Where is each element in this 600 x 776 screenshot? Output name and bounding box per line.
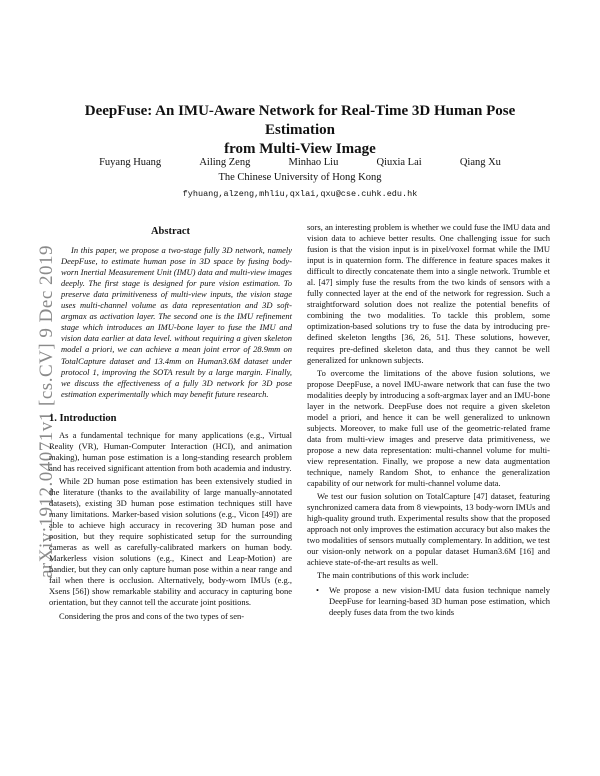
paper-title — [60, 102, 540, 159]
author: Minhao Liu — [288, 157, 339, 168]
title-line-2: from Multi-View Image — [224, 141, 376, 157]
paragraph: The main contributions of this work include: — [317, 570, 470, 581]
abstract-text: In this paper, we propose a two-stage fully 3D network, namely DeepFuse, to estimate human pose in 3D space by fusing body-worn Inertial Measurement Unit (IMU) data and multi-view images deeply. The first stage is designed for pure vision estimation. To preserve data primitiveness of multi-view inputs, the vision stage uses multi-channel volume as data representation and 3D soft-argmax as activation layer. The second one is the IMU refinement stage which introduces an IMU-bone layer to fuse the IMU and vision data earlier at data level. without requiring a given skeleton model a priori, we can achieve a mean joint error of 28.9mm on TotalCapture dataset and 13.4mm on Human3.6M dataset under protocol 1, improving the SOTA result by a large margin. Finally, we discuss the effectiveness of a fully 3D network for 3D pose estimation experimentally which may benefit future research. — [61, 245, 292, 399]
arxiv-id: arXiv:1912.04071v1 [cs.CV] 9 Dec 2019 — [36, 244, 57, 578]
paragraph: To overcome the limitations of the above fusion solutions, we propose DeepFuse, a novel IMU-aware network that can fuse the two modalities deeply by introducing a soft-argmax layer and an IMU-bone layer in the network. DeepFuse does not require a given skeleton model a priori, and hence it can be well generalized to unknown subjects. Moreover, to make full use of the geometric-related frame data from multi-view images and preserve data primitiveness, we propose a new data representation: multi-channel volume for multi-view representation. Finally, we propose a new data augmentation technique, namely Random Shot, to enhance the generalization capability of our network for multi-channel volume data. — [307, 367, 550, 489]
author: Qiuxia Lai — [376, 157, 422, 168]
paragraph: We test our fusion solution on TotalCapture [47] dataset, featuring synchronized camera data from 8 viewpoints, 13 body-worn IMUs and high-quality ground truth. Experimental results show that the proposed approach not only improves the estimation accuracy but also makes the two modalities of sensors mutually complementary. In addition, we test our vision-only network on a popular dataset Human3.6M [16] and achieve state-of-the-art results as well. — [307, 491, 550, 568]
section-heading-introduction: 1. Introduction — [49, 412, 117, 424]
left-column — [49, 226, 292, 622]
author-list — [60, 157, 540, 168]
paragraph: sors, an interesting problem is whether we could fuse the IMU data and vision data to achieve better results. One challenging issue for such fusion is that the vision input is in pixel/voxel format while the IMU input is in quaternion form. The difference in feature spaces makes it difficult to directly concatenate them into a single network. Trumble et al. [47] simply fuse the results from the two kinds of sensors with a fully connected layer at the end of the network for regression. Such a straightforward solution does not realize the potential benefits of combining the two modalities. To tackle this problem, some optimization-based solutions try to fuse the data by introducing pre-defined skeleton lengths [36, 26, 51]. These solutions, however, requires pre-defined skeleton data, and thus they cannot be well generalized for unknown subjects. — [307, 222, 550, 365]
contributions-list — [307, 585, 550, 618]
paragraph: As a fundamental technique for many applications (e.g., Virtual Reality (VR), Human-Computer Interaction (HCI), and animation making), human pose estimation is a long-standing research problem and has received significant attention from both academia and industry. — [49, 429, 292, 473]
affiliation: The Chinese University of Hong Kong — [218, 172, 382, 183]
title-line-1: DeepFuse: An IMU-Aware Network for Real-Time 3D Human Pose Estimation — [84, 103, 516, 138]
arxiv-watermark — [12, 178, 57, 578]
list-item: • We propose a new vision-IMU data fusion technique namely DeepFuse for learning-based 3D human pose estimation, which deeply fuses data from the two kinds — [307, 585, 550, 618]
author-emails: fyhuang,alzeng,mhliu,qxlai,qxu@cse.cuhk.edu.hk — [182, 189, 418, 199]
right-column — [307, 222, 550, 618]
abstract-heading: Abstract — [150, 226, 191, 237]
paragraph: Considering the pros and cons of the two types of sen- — [59, 610, 245, 621]
paragraph: While 2D human pose estimation has been extensively studied in the literature (thanks to the availability of large manually-annotated datasets), existing 3D human pose estimation techniques still have many limitations. Marker-based vision solutions (e.g., Vicon [49]) are able to achieve high accuracy in recovering 3D human pose and position, but they require sophisticated setup for the surrounding cameras as well as carefully-calibrated markers on human body. Markerless vision solutions (e.g., Kinect and Leap-Motion) are handier, but they can only capture human pose within a near range and fail when there is occlusion. Alternatively, body-worn IMUs (e.g., Xsens [56]) show remarkable stability and accuracy in capturing bone orientation, but they cannot tell the accurate joint positions. — [49, 475, 292, 608]
author: Fuyang Huang — [99, 157, 162, 168]
author: Qiang Xu — [459, 157, 501, 168]
author: Ailing Zeng — [199, 157, 251, 168]
